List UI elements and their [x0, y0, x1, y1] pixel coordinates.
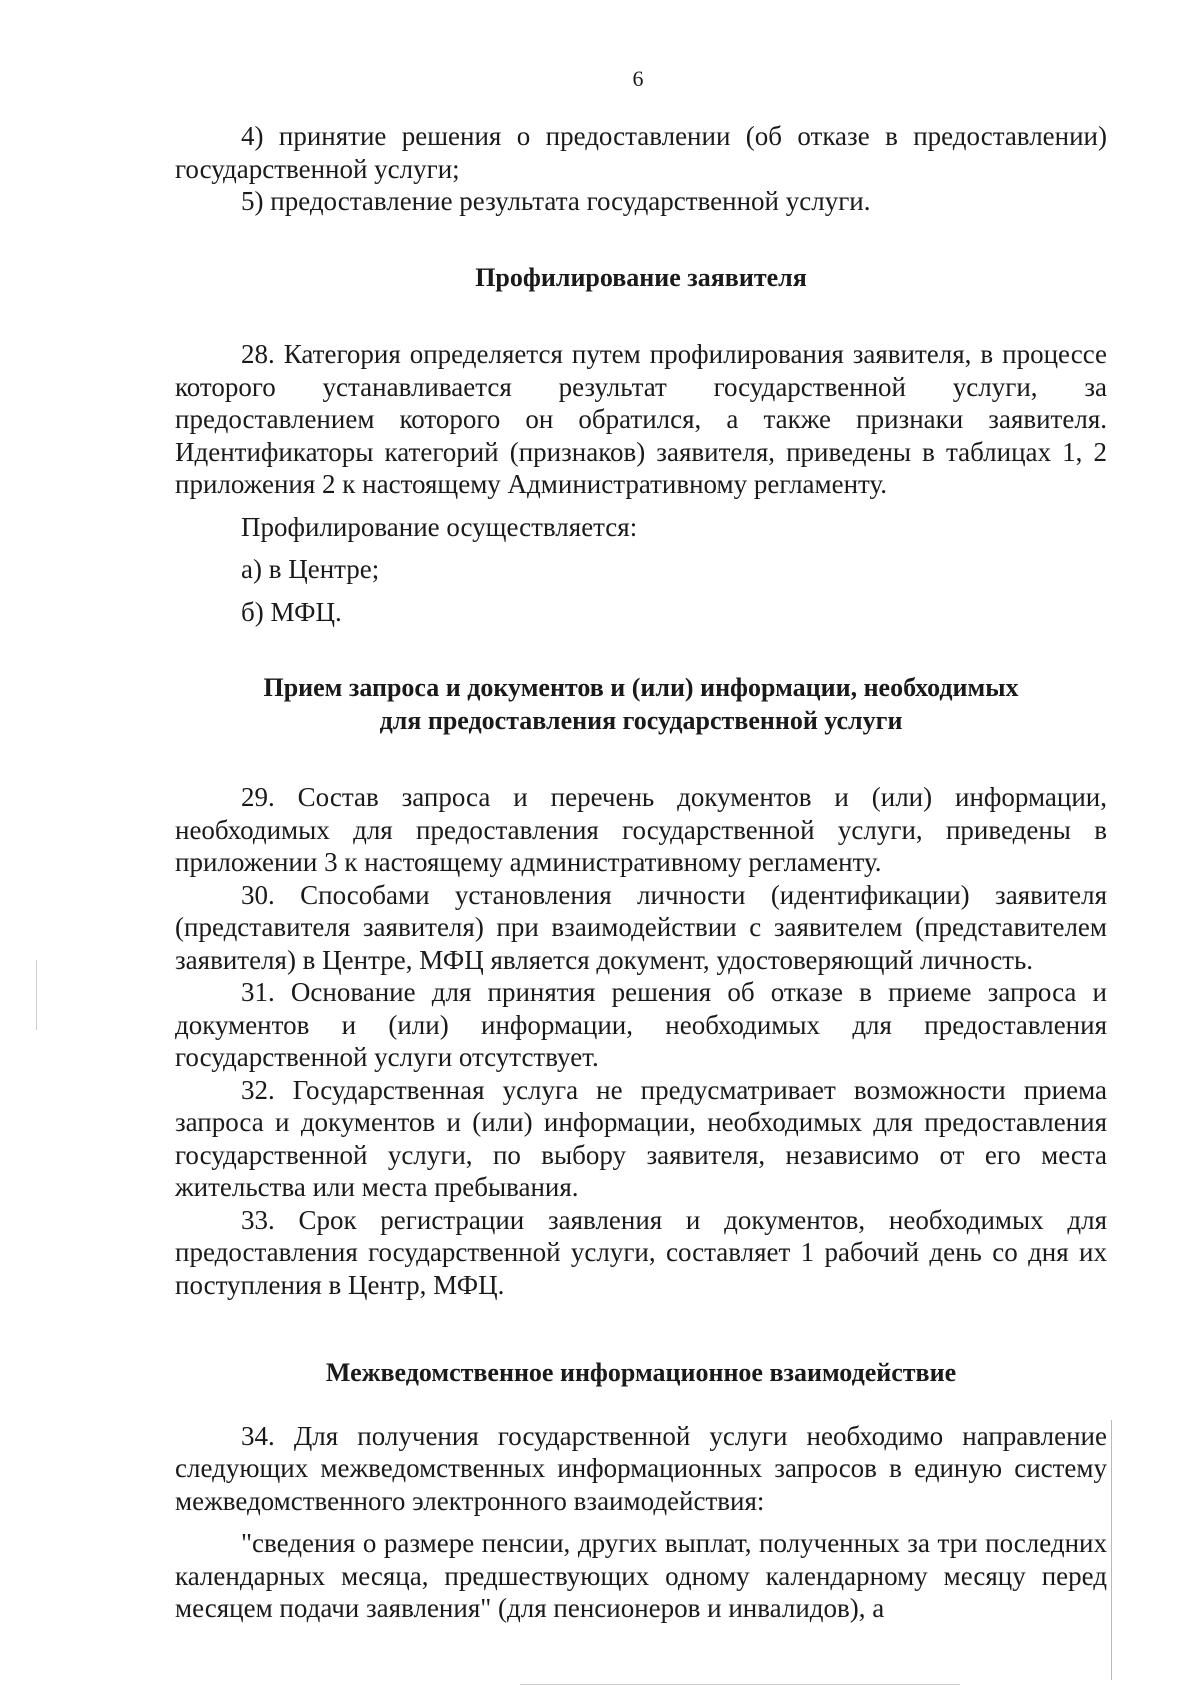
- scan-edge-line: [1111, 1420, 1112, 1680]
- section-heading-reception-line1: Прием запроса и документов и (или) информации, необходимых: [263, 673, 1019, 702]
- paragraph-30: 30. Способами установления личности (идентификации) заявителя (представителя заявителя) при взаимодействии с заявителем (представителем заявителя) в Центре, МФЦ является документ, удостоверяющий личность.: [175, 879, 1107, 975]
- profiling-option-a: а) в Центре;: [241, 554, 380, 584]
- section-heading-profiling: Профилирование заявителя: [475, 262, 807, 292]
- scan-bottom-line: [520, 1684, 960, 1685]
- paragraph-33: 33. Срок регистрации заявления и документов, необходимых для предоставления государственной услуги, составляет 1 рабочий день со дня их поступления в Центр, МФЦ.: [175, 1204, 1107, 1300]
- paragraph-28: 28. Категория определяется путем профилирования заявителя, в процессе которого устанавливается результат государственной услуги, за предоставлением которого он обратился, а также признаки заявителя. Идентификаторы категорий (признаков) заявителя, приведены в таблицах 1, 2 приложения 2 к настоящему Административному регламенту.: [175, 339, 1107, 499]
- list-item-4: 4) принятие решения о предоставлении (об отказе в предоставлении) государственной услуги;: [175, 121, 1107, 184]
- profiling-option-b: б) МФЦ.: [241, 596, 342, 627]
- paragraph-29: 29. Состав запроса и перечень документов и (или) информации, необходимых для предоставления государственной услуги, приведены в приложении 3 к настоящему административному регламенту.: [175, 782, 1107, 877]
- paragraph-32: 32. Государственная услуга не предусматривает возможности приема запроса и документов и (или) информации, необходимых для предоставления государственной услуги, по выбору заявителя, независимо от его места жительства или места пребывания.: [175, 1074, 1107, 1202]
- paragraph-quote: "сведения о размере пенсии, других выплат, полученных за три последних календарных месяца, предшествующих одному календарному месяцу перед месяцем подачи заявления" (для пенсионеров и инвалидов), а: [175, 1528, 1107, 1623]
- section-heading-interagency: Межведомственное информационное взаимодействие: [325, 1358, 957, 1387]
- scan-left-mark: [36, 960, 37, 1030]
- list-item-5: 5) предоставление результата государственной услуги.: [241, 186, 871, 216]
- page-number: 6: [632, 66, 644, 91]
- paragraph-34: 34. Для получения государственной услуги необходимо направление следующих межведомственных информационных запросов в единую систему межведомственного электронного взаимодействия:: [175, 1420, 1107, 1516]
- section-heading-reception-line2: для предоставления государственной услуги: [379, 705, 903, 735]
- paragraph-31: 31. Основание для принятия решения об отказе в приеме запроса и документов и (или) информации, необходимых для предоставления государственной услуги отсутствует.: [175, 977, 1107, 1072]
- profiling-intro: Профилирование осуществляется:: [241, 511, 638, 542]
- section-heading-reception: [175, 672, 1107, 737]
- document-body: [175, 120, 1107, 1625]
